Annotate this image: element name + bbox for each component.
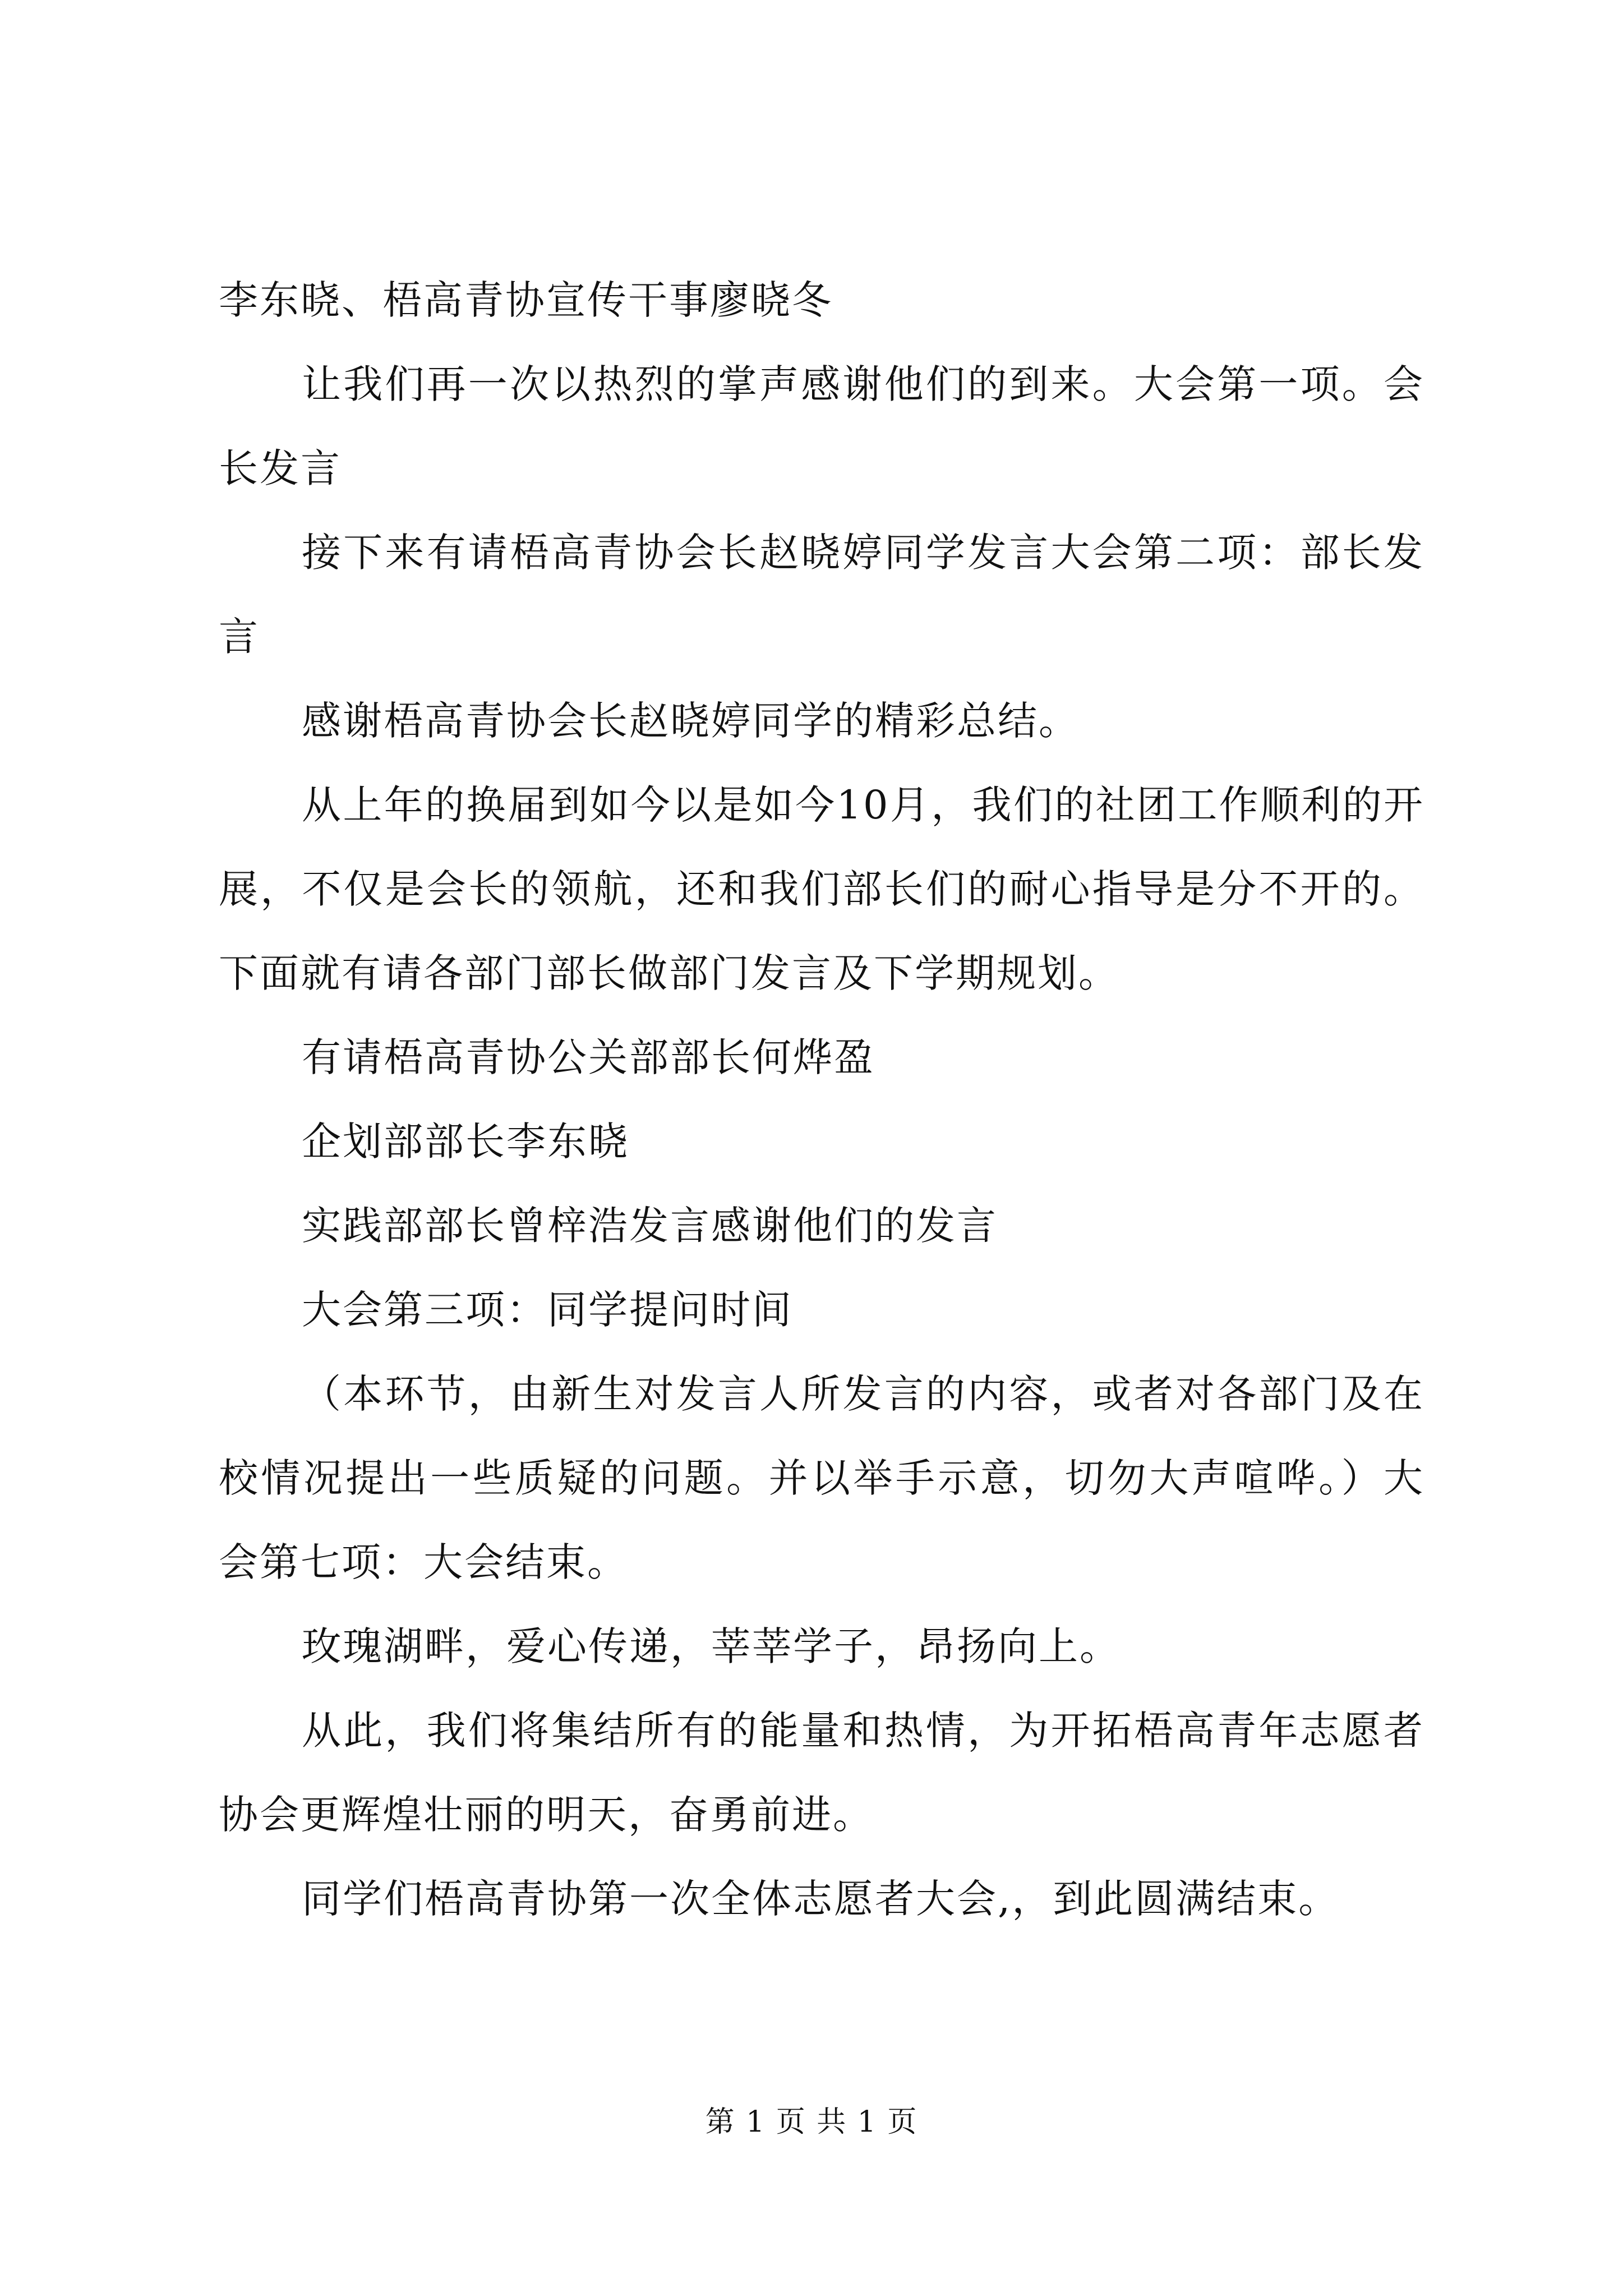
- paragraph: 大会第三项：同学提问时间: [302, 1287, 793, 1333]
- page-number-footer: 第 1 页 共 1 页: [705, 2105, 918, 2139]
- paragraph: 实践部部长曾梓浩发言感谢他们的发言: [302, 1203, 998, 1249]
- paragraph: 有请梧高青协公关部部长何烨盈: [302, 1034, 875, 1080]
- paragraph: 从此，我们将集结所有的能量和热情，为开拓梧高青年志愿者协会更辉煌壮丽的明天，奋勇前进。: [219, 1708, 1424, 1838]
- paragraph: 企划部部长李东晓: [302, 1119, 629, 1165]
- paragraph: 接下来有请梧高青协会长赵晓婷同学发言大会第二项：部长发言: [219, 530, 1424, 660]
- paragraph: 从上年的换届到如今以是如今10月，我们的社团工作顺利的开展，不仅是会长的领航，还和我们部长们的耐心指导是分不开的。下面就有请各部门部长做部门发言及下学期规划。: [219, 782, 1424, 996]
- document-body: [219, 258, 1424, 1941]
- paragraph: （本环节，由新生对发言人所发言的内容，或者对各部门及在校情况提出一些质疑的问题。并以举手示意，切勿大声喧哗。）大会第七项：大会结束。: [219, 1371, 1424, 1585]
- paragraph: 玫瑰湖畔，爱心传递，莘莘学子，昂扬向上。: [302, 1623, 1121, 1669]
- paragraph: 感谢梧高青协会长赵晓婷同学的精彩总结。: [302, 698, 1080, 744]
- paragraph: 同学们梧高青协第一次全体志愿者大会,，到此圆满结束。: [302, 1876, 1340, 1922]
- paragraph: 让我们再一次以热烈的掌声感谢他们的到来。大会第一项。会长发言: [219, 361, 1424, 491]
- paragraph: 李东晓、梧高青协宣传干事廖晓冬: [219, 277, 833, 323]
